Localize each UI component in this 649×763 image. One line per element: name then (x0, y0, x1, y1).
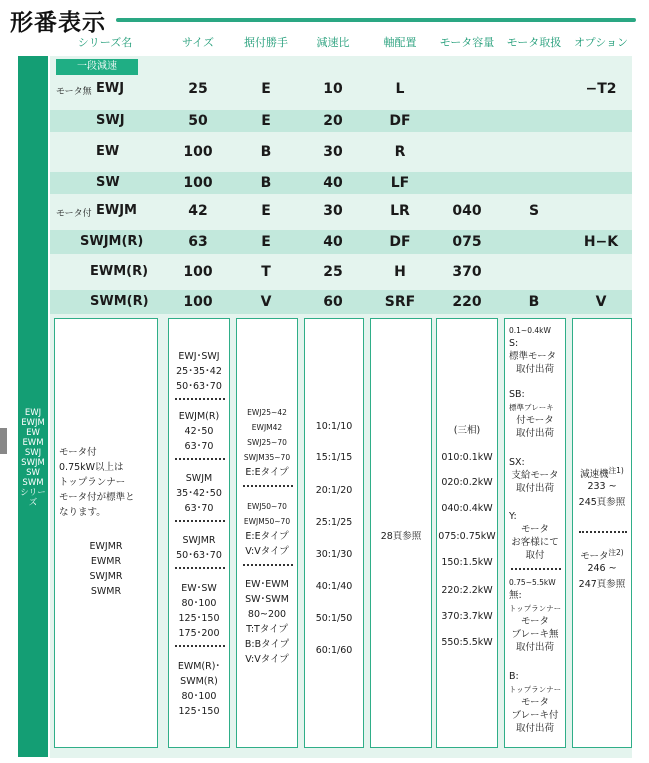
series-list-item: EWJMR (89, 541, 123, 552)
row1-size: 25 (188, 81, 208, 97)
row8-handling: B (528, 294, 540, 310)
ratio-line: 25:1/25 (315, 517, 353, 528)
ratio-line: 15:1/15 (315, 452, 353, 463)
row6-mount: E (261, 234, 271, 250)
row3-series: EW (96, 144, 120, 159)
row5-series: EWJM (96, 203, 137, 218)
handling-line: 取付出荷 (515, 364, 554, 375)
mount-line: E:Eタイプ (245, 531, 289, 542)
prefix-motor: モータ付 (56, 209, 92, 219)
size-line: 63･70 (184, 441, 214, 452)
row8-size: 100 (183, 294, 213, 310)
handling-line: 標準モータ (509, 351, 557, 362)
size-line: EW･SW (181, 583, 217, 594)
mount-line: SWJM35~70 (243, 453, 291, 462)
row6-capacity: 075 (452, 234, 482, 250)
series-list-item: SWJMR (89, 571, 123, 582)
row5-mount: E (261, 203, 271, 219)
mount-line: T:Tタイプ (246, 624, 288, 635)
row5-handling: S (528, 203, 540, 219)
divider (511, 568, 561, 572)
handling-range: 0.1~0.4kW (509, 326, 551, 335)
ratio-line: 40:1/40 (315, 581, 353, 592)
row6-series: SWJM(R) (80, 234, 144, 249)
row4-series: SW (96, 175, 120, 190)
row2-mount: E (261, 113, 271, 129)
capacity-line: 370:3.7kW (441, 611, 493, 622)
divider (175, 567, 225, 571)
size-line: EWJM(R) (178, 411, 220, 422)
mount-line: EWJM50~70 (243, 517, 291, 526)
ratio-line: 60:1/60 (315, 645, 353, 656)
option-line: 245頁参照 (578, 497, 626, 508)
capacity-phase: (三相) (453, 425, 481, 436)
col-header-handling: モータ取扱 (506, 36, 562, 49)
row7-ratio: 25 (323, 264, 343, 280)
shaft-detail-box (370, 318, 432, 748)
col-header-mount: 据付勝手 (244, 36, 288, 49)
row6-ratio: 40 (323, 234, 343, 250)
mount-line: EWJ25~42 (247, 408, 287, 417)
mount-line: 80~200 (247, 609, 287, 620)
row4-mount: B (260, 175, 272, 191)
capacity-line: 010:0.1kW (441, 452, 493, 463)
mount-line: EWJM42 (251, 423, 283, 432)
handling-line: 取付出荷 (515, 723, 554, 734)
series-note-line: モータ付が標準と (59, 492, 135, 503)
shaft-note: 28頁参照 (380, 531, 422, 542)
row2-series: SWJ (96, 113, 125, 128)
mount-line: E:Eタイプ (245, 467, 289, 478)
mount-line: B:Bタイプ (244, 639, 290, 650)
series-list-item: SWMR (90, 586, 122, 597)
series-note-line: トップランナー (59, 477, 126, 488)
handling-line: 取付 (525, 550, 545, 561)
series-sidebar (18, 56, 48, 757)
col-header-series: シリーズ名 (77, 36, 133, 49)
capacity-line: 040:0.4kW (441, 503, 493, 514)
capacity-line: 220:2.2kW (441, 585, 493, 596)
size-line: 175･200 (178, 628, 220, 639)
option-detail-box (572, 318, 632, 748)
size-line: EWJ･SWJ (178, 351, 220, 362)
row8-capacity: 220 (452, 294, 482, 310)
size-line: 125･150 (178, 706, 220, 717)
row5-ratio: 30 (323, 203, 343, 219)
row5-shaft: LR (390, 203, 410, 219)
row2-ratio: 20 (323, 113, 343, 129)
handling-line: Y: (509, 511, 517, 522)
size-line: 80･100 (181, 598, 217, 609)
option-line: 減速機$^{注1)}$ (580, 466, 624, 481)
divider (243, 485, 293, 489)
row8-ratio: 60 (323, 294, 343, 310)
handling-line: 標準ブレーキ (509, 403, 554, 412)
row6-shaft: DF (389, 234, 411, 250)
capacity-line: 550:5.5kW (441, 637, 493, 648)
series-note-line: 0.75kW以上は (59, 462, 124, 473)
row2-shaft: DF (389, 113, 411, 129)
handling-line: 無: (509, 590, 522, 601)
capacity-line: 075:0.75kW (438, 531, 496, 542)
row1-option: −T2 (585, 81, 617, 97)
mount-detail-box (236, 318, 298, 748)
row4-ratio: 40 (323, 175, 343, 191)
ratio-line: 10:1/10 (315, 421, 353, 432)
mount-line: EW･EWM (245, 579, 289, 590)
handling-line: 支給モータ (511, 470, 559, 481)
series-note-line: なります。 (59, 507, 106, 518)
handling-line: SX: (509, 457, 525, 468)
row2-size: 50 (188, 113, 208, 129)
handling-detail-box (504, 318, 566, 748)
col-header-shaft: 軸配置 (383, 36, 417, 49)
row7-mount: T (261, 264, 271, 280)
size-line: SWJM (185, 473, 213, 484)
sidebar-label: EWJ EWJM EW EWM SWJ SWJM SW SWM シリーズ (20, 408, 46, 508)
row8-shaft: SRF (384, 294, 416, 310)
row1-series: EWJ (96, 81, 125, 96)
row5-size: 42 (188, 203, 208, 219)
row8-option: V (595, 294, 607, 310)
single-stage-badge: 一段減速 (56, 59, 138, 75)
option-line: 233 ~ (587, 481, 617, 492)
size-line: 125･150 (178, 613, 220, 624)
handling-line: トップランナー (508, 685, 562, 694)
divider (175, 520, 225, 524)
row7-capacity: 370 (452, 264, 482, 280)
handling-line: ブレーキ付 (511, 710, 559, 721)
row1-mount: E (261, 81, 271, 97)
handling-line: モータ (520, 616, 550, 627)
size-line: EWM(R)･ (177, 661, 221, 672)
divider (579, 531, 627, 535)
col-header-size: サイズ (181, 36, 215, 49)
row3-size: 100 (183, 144, 213, 160)
size-line: 50･63･70 (176, 550, 222, 561)
handling-line: モータ (520, 524, 550, 535)
capacity-detail-box (436, 318, 498, 748)
row4-shaft: LF (390, 175, 410, 191)
size-line: SWM(R) (180, 676, 218, 687)
title-area (10, 4, 640, 34)
row1-shaft: L (395, 81, 405, 97)
series-note-box (54, 318, 158, 748)
row4-size: 100 (183, 175, 213, 191)
size-detail-box (168, 318, 230, 748)
mount-line: V:Vタイプ (245, 654, 289, 665)
option-line: 246 ~ (587, 563, 617, 574)
handling-line: 取付出荷 (515, 428, 554, 439)
ratio-line: 30:1/30 (315, 549, 353, 560)
row8-mount: V (260, 294, 272, 310)
title-underline (116, 18, 636, 22)
row7-series: EWM(R) (90, 264, 149, 279)
capacity-line: 020:0.2kW (441, 477, 493, 488)
col-header-option: オプション (573, 36, 628, 49)
size-line: 50･63･70 (176, 381, 222, 392)
option-line: 247頁参照 (578, 579, 626, 590)
handling-range: 0.75~5.5kW (509, 578, 556, 587)
handling-line: ブレーキ無 (511, 629, 559, 640)
mount-line: SW･SWM (245, 594, 289, 605)
size-line: 80･100 (181, 691, 217, 702)
size-line: SWJMR (182, 535, 216, 546)
ratio-line: 20:1/20 (315, 485, 353, 496)
size-line: 35･42･50 (176, 488, 222, 499)
handling-line: 付モータ (516, 415, 554, 426)
row8-series: SWM(R) (90, 294, 149, 309)
divider (175, 398, 225, 402)
mount-line: V:Vタイプ (245, 546, 289, 557)
row3-shaft: R (394, 144, 406, 160)
handling-line: S: (509, 338, 519, 349)
handling-line: お客様にて (511, 537, 559, 548)
row1-ratio: 10 (323, 81, 343, 97)
row3-mount: B (260, 144, 272, 160)
col-header-ratio: 減速比 (316, 36, 350, 49)
option-line: モータ$^{注2)}$ (580, 548, 624, 563)
row6-size: 63 (188, 234, 208, 250)
col-header-capacity: モータ容量 (439, 36, 495, 49)
page-title: 形番表示 (10, 10, 106, 36)
size-line: 63･70 (184, 503, 214, 514)
row7-shaft: H (394, 264, 406, 280)
handling-line: B: (509, 671, 519, 682)
row7-size: 100 (183, 264, 213, 280)
ratio-detail-box (304, 318, 364, 748)
mount-line: SWJ25~70 (247, 438, 287, 447)
size-line: 42･50 (184, 426, 214, 437)
prefix-motorless: モータ無 (56, 87, 92, 97)
handling-line: SB: (509, 389, 525, 400)
handling-line: 取付出荷 (515, 642, 554, 653)
size-line: 25･35･42 (176, 366, 222, 377)
series-note-line: モータ付 (59, 447, 97, 458)
row5-capacity: 040 (452, 203, 482, 219)
page-edge-marker (0, 428, 7, 454)
divider (175, 458, 225, 462)
row3-ratio: 30 (323, 144, 343, 160)
divider (243, 564, 293, 568)
divider (175, 645, 225, 649)
ratio-line: 50:1/50 (315, 613, 353, 624)
handling-line: トップランナー (508, 604, 562, 613)
row6-option: H−K (583, 234, 619, 250)
series-list-item: EWMR (90, 556, 122, 567)
handling-line: モータ (520, 697, 550, 708)
handling-line: 取付出荷 (515, 483, 554, 494)
mount-line: EWJ50~70 (247, 502, 287, 511)
capacity-line: 150:1.5kW (441, 557, 493, 568)
